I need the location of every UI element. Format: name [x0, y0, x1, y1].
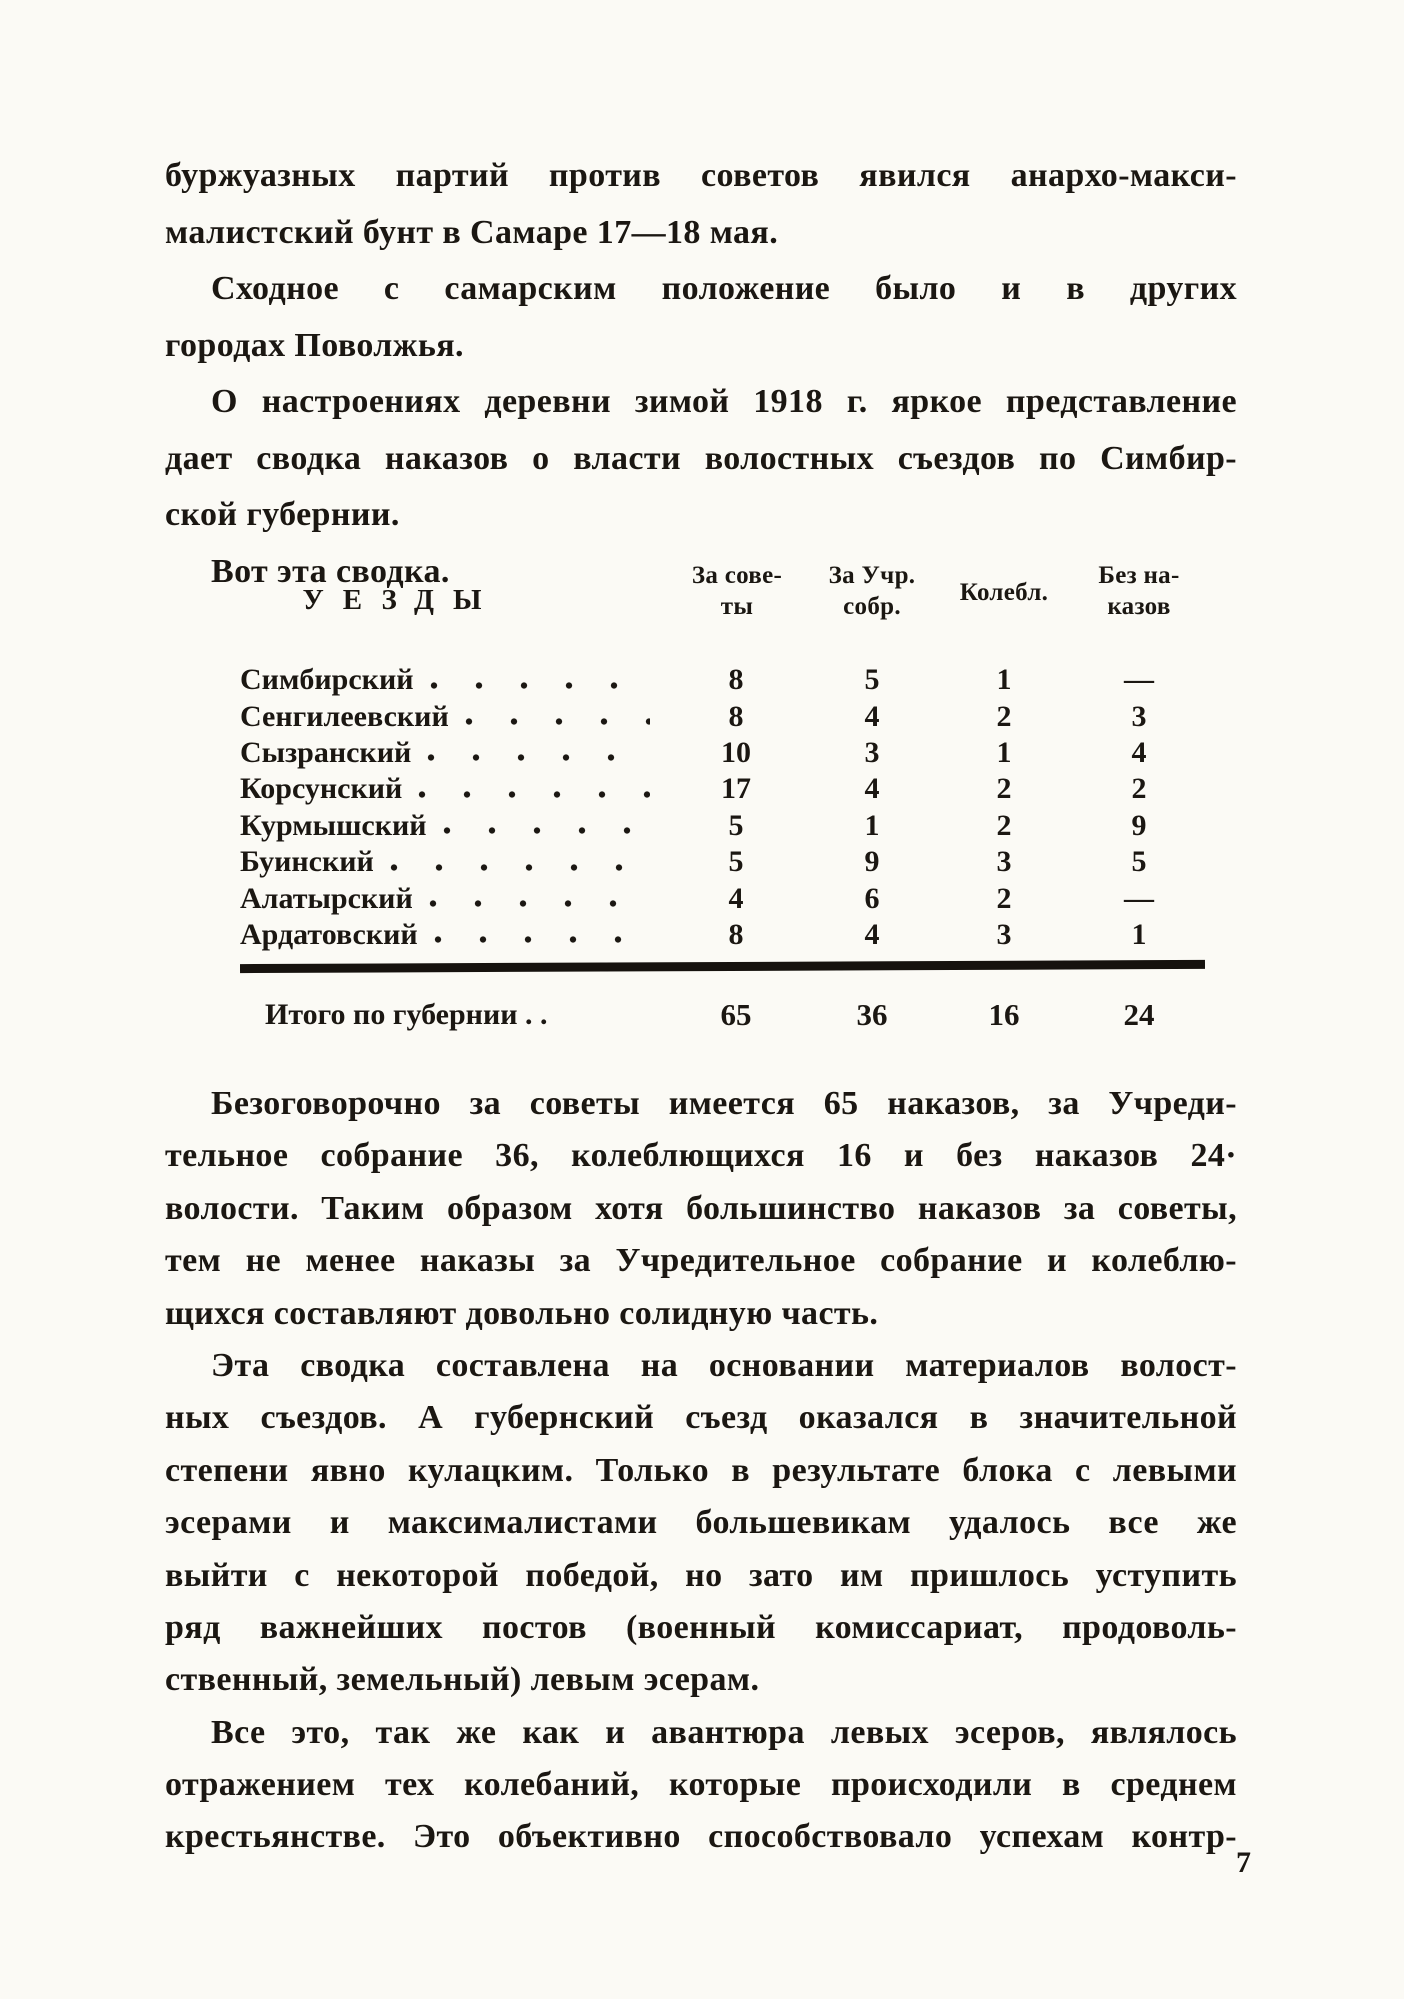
table-row — [240, 735, 1205, 771]
cell-value: 5 — [864, 663, 880, 697]
cell-value: 2 — [996, 699, 1012, 733]
cell-value: 6 — [864, 881, 880, 915]
body-text-top — [165, 148, 1237, 600]
row-name — [240, 772, 650, 806]
cell-value: 10 — [721, 735, 751, 769]
text-line: ных съездов. А губернский съезд оказался в значительной — [165, 1399, 1237, 1437]
text-line: ственный, земельный) левым эсерам. — [165, 1661, 760, 1699]
cell-value: — — [1124, 881, 1154, 915]
text-line: выйти с некоторой победой, но зато им пришлось уступить — [165, 1556, 1237, 1594]
cell-value: 2 — [996, 772, 1012, 806]
row-name — [240, 845, 650, 879]
cell-value: 8 — [728, 917, 744, 951]
col-header-line: ты — [720, 593, 754, 620]
text-line: буржуазных партий против советов явился анархо-макси- — [165, 157, 1237, 194]
cell-value: 4 — [864, 699, 880, 733]
leader-dots — [427, 753, 650, 762]
table-row — [240, 698, 1205, 734]
text-line: волости. Таким образом хотя большинство наказов за советы, — [165, 1189, 1237, 1227]
uezd-name: Буинский — [240, 845, 374, 879]
table-row — [240, 771, 1205, 807]
table-row — [240, 844, 1205, 880]
table-row — [240, 917, 1205, 953]
cell-value: 2 — [996, 808, 1012, 842]
row-name — [240, 736, 650, 770]
table-rule — [240, 960, 1205, 973]
col-header-line: За сове- — [691, 562, 783, 589]
leader-dots — [443, 826, 650, 835]
text-line: Сходное с самарским положение было и в других — [211, 270, 1237, 307]
text-line: Эта сводка составлена на основании материалов волост- — [211, 1346, 1237, 1384]
cell-value: 3 — [996, 845, 1012, 879]
uezd-name: Курмышский — [240, 808, 427, 842]
leader-dots — [430, 681, 650, 690]
cell-value: 5 — [1131, 845, 1147, 879]
col-header-line: За Учр. — [828, 562, 916, 589]
body-text-bottom — [165, 1078, 1237, 1864]
uezd-name: Сызранский — [240, 735, 412, 769]
leader-dots — [465, 717, 650, 726]
row-name — [240, 809, 650, 843]
cell-value: 1 — [1131, 917, 1147, 951]
text-line: О настроениях деревни зимой 1918 г. яркое представление — [211, 383, 1237, 420]
col-header-line: казов — [1107, 593, 1171, 620]
table-row — [240, 880, 1205, 916]
text-line: тельное собрание 36, колеблющихся 16 и без наказов 24· — [165, 1137, 1237, 1175]
uezd-name: Симбирский — [240, 663, 414, 697]
leader-dots — [390, 863, 650, 872]
cell-value: — — [1124, 663, 1154, 697]
cell-value: 8 — [728, 663, 744, 697]
cell-value: 1 — [864, 808, 880, 842]
row-name — [240, 663, 650, 697]
cell-value: 5 — [728, 845, 744, 879]
table-row — [240, 808, 1205, 844]
cell-value: 4 — [728, 881, 744, 915]
table-row — [240, 662, 1205, 698]
col-header-line: Колебл. — [959, 579, 1049, 606]
cell-value: 2 — [996, 881, 1012, 915]
text-line: отражением тех колебаний, которые происходили в среднем — [165, 1766, 1237, 1804]
row-name — [240, 882, 650, 916]
cell-value: 3 — [1131, 699, 1147, 733]
text-line: Безоговорочно за советы имеется 65 наказов, за Учреди- — [211, 1085, 1237, 1122]
total-value: 16 — [988, 997, 1020, 1032]
uezd-name: Алатырский — [240, 881, 413, 915]
text-line: дает сводка наказов о власти волостных съездов по Симбир- — [165, 439, 1237, 477]
cell-value: 4 — [1131, 735, 1147, 769]
total-label: Итого по губернии . . — [265, 998, 548, 1031]
cell-value: 1 — [996, 663, 1012, 697]
summary-table — [240, 556, 1215, 1056]
row-name — [240, 700, 650, 734]
col-header-line: Без на- — [1098, 562, 1180, 589]
col-header-line: собр. — [843, 593, 901, 620]
total-value: 36 — [856, 997, 888, 1032]
uezd-name: Сенгилеевский — [240, 699, 449, 733]
uezd-name: Ардатовский — [240, 917, 418, 951]
text-line: крестьянстве. Это объективно способствовало успехам контр- — [165, 1818, 1237, 1856]
table-header-uezdy: УЕЗДЫ — [302, 584, 501, 616]
leader-dots — [418, 790, 650, 799]
table-rows — [240, 662, 1205, 953]
cell-value: 9 — [1131, 808, 1147, 842]
cell-value: 9 — [864, 845, 880, 879]
text-line: малистский бунт в Самаре 17—18 мая. — [165, 213, 779, 251]
text-line: степени явно кулацким. Только в результате блока с левыми — [165, 1451, 1237, 1489]
cell-value: 4 — [864, 917, 880, 951]
table-col-header — [1053, 560, 1225, 622]
text-line: тем не менее наказы за Учредительное собрание и колеблю- — [165, 1242, 1237, 1280]
cell-value: 4 — [864, 772, 880, 806]
text-line: ской губернии. — [165, 496, 400, 533]
total-value: 65 — [720, 997, 752, 1032]
cell-value: 8 — [728, 699, 744, 733]
text-line: щихся составляют довольно солидную часть. — [165, 1294, 879, 1332]
text-line: Все это, так же как и авантюра левых эсеров, являлось — [211, 1713, 1237, 1751]
uezd-name: Корсунский — [240, 772, 403, 806]
total-value: 24 — [1123, 997, 1155, 1032]
page-number: 7 — [1236, 1846, 1251, 1879]
cell-value: 3 — [996, 917, 1012, 951]
row-name — [240, 918, 650, 952]
text-line: Вот эта сводка. — [211, 552, 450, 590]
cell-value: 2 — [1131, 772, 1147, 806]
leader-dots — [429, 899, 650, 908]
leader-dots — [434, 935, 650, 944]
total-row — [240, 992, 1205, 1038]
text-line: эсерами и максималистами большевикам удалось все же — [165, 1504, 1237, 1542]
cell-value: 1 — [996, 735, 1012, 769]
cell-value: 5 — [728, 808, 744, 842]
cell-value: 17 — [721, 772, 751, 806]
cell-value: 3 — [864, 735, 880, 769]
text-line: ряд важнейших постов (военный комиссариат, продоволь- — [165, 1608, 1237, 1646]
text-line: городах Поволжья. — [165, 326, 464, 364]
